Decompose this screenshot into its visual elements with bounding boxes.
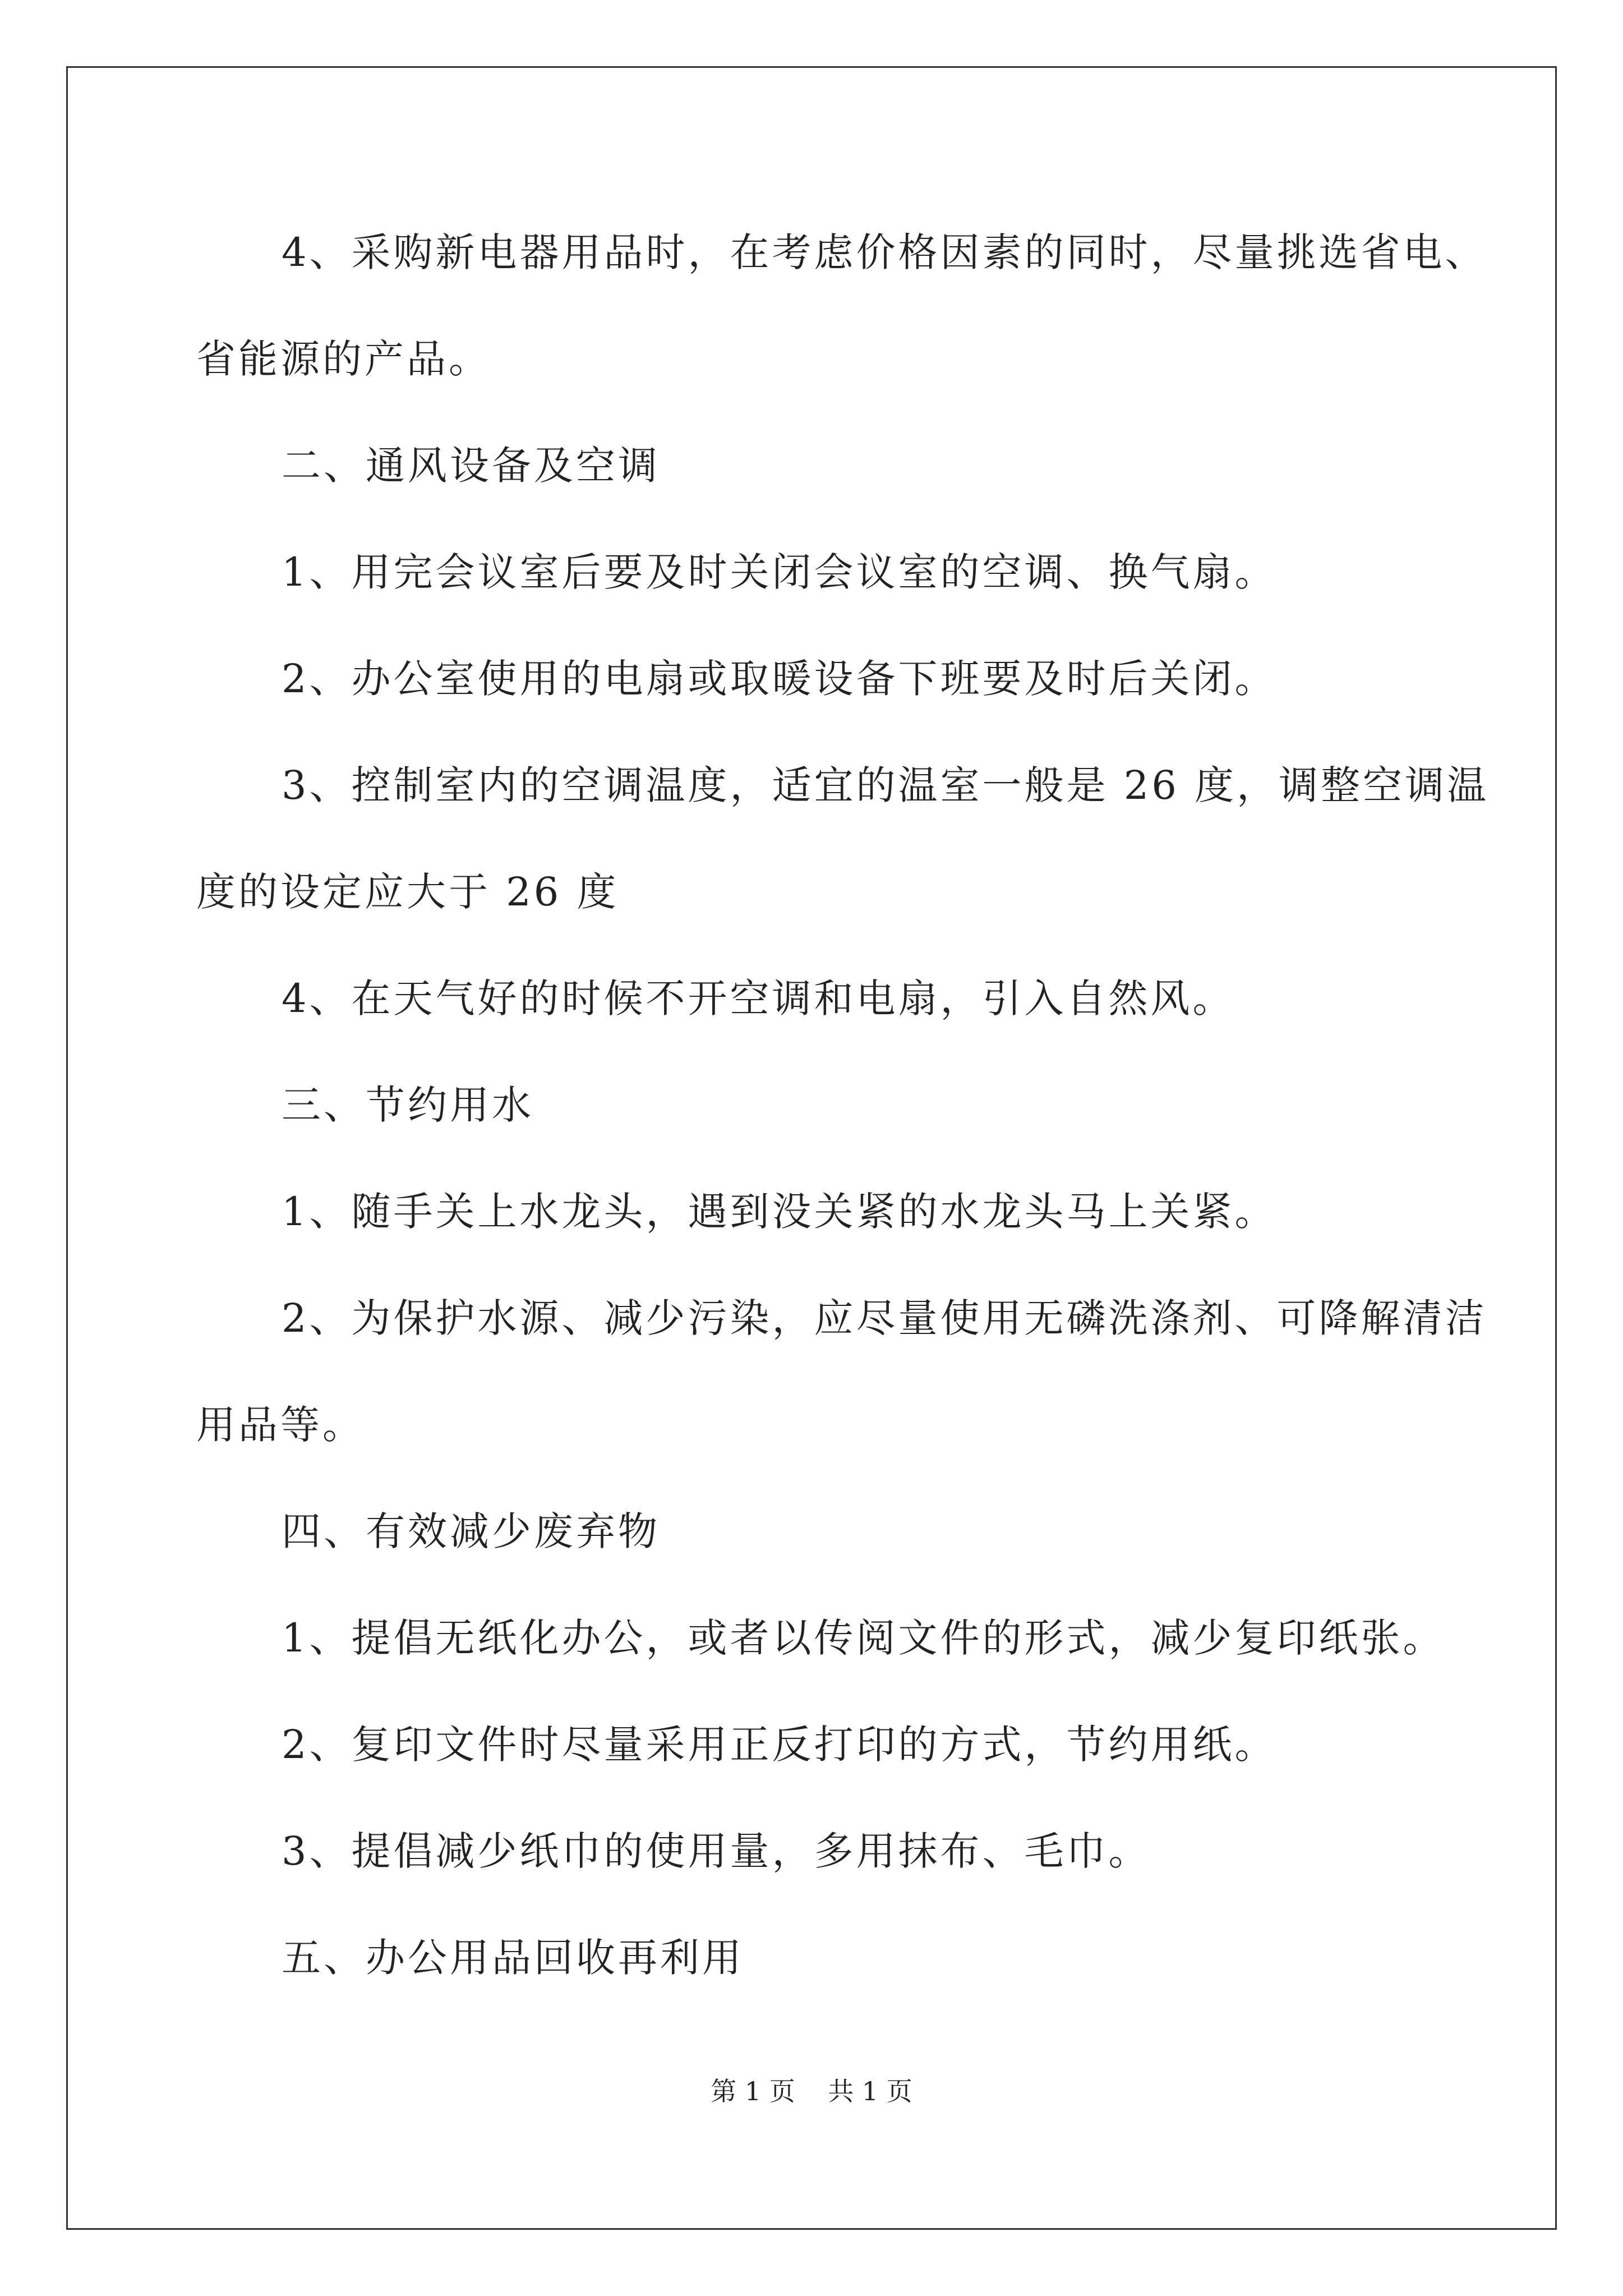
section-heading: 五、办公用品回收再利用 xyxy=(282,1935,744,1981)
section-heading: 二、通风设备及空调 xyxy=(282,443,660,489)
paragraph-line: 用品等。 xyxy=(196,1402,365,1448)
paragraph-line: 1、提倡无纸化办公，或者以传阅文件的形式，减少复印纸张。 xyxy=(282,1615,1445,1661)
paragraph-line: 1、随手关上水龙头，遇到没关紧的水龙头马上关紧。 xyxy=(282,1189,1277,1235)
paragraph-line: 2、为保护水源、减少污染，应尽量使用无磷洗涤剂、可降解清洁 xyxy=(282,1295,1487,1341)
paragraph-line: 4、在天气好的时候不开空调和电扇，引入自然风。 xyxy=(282,976,1235,1022)
paragraph-line: 3、提倡减少纸巾的使用量，多用抹布、毛巾。 xyxy=(282,1828,1151,1874)
paragraph-line: 4、采购新电器用品时，在考虑价格因素的同时，尽量挑选省电、 xyxy=(282,229,1487,275)
page-number: 第 1 页 共 1 页 xyxy=(711,2076,912,2106)
paragraph-line: 度的设定应大于 26 度 xyxy=(196,869,619,915)
section-heading: 三、节约用水 xyxy=(282,1082,534,1128)
paragraph-line: 2、办公室使用的电扇或取暖设备下班要及时后关闭。 xyxy=(282,656,1277,702)
paragraph-line: 2、复印文件时尽量采用正反打印的方式，节约用纸。 xyxy=(282,1722,1277,1768)
paragraph-line: 1、用完会议室后要及时关闭会议室的空调、换气扇。 xyxy=(282,549,1277,595)
paragraph-line: 3、控制室内的空调温度，适宜的温室一般是 26 度，调整空调温 xyxy=(282,762,1490,808)
page-border xyxy=(66,66,1557,2230)
section-heading: 四、有效减少废弃物 xyxy=(282,1508,660,1554)
paragraph-line: 省能源的产品。 xyxy=(196,336,491,382)
